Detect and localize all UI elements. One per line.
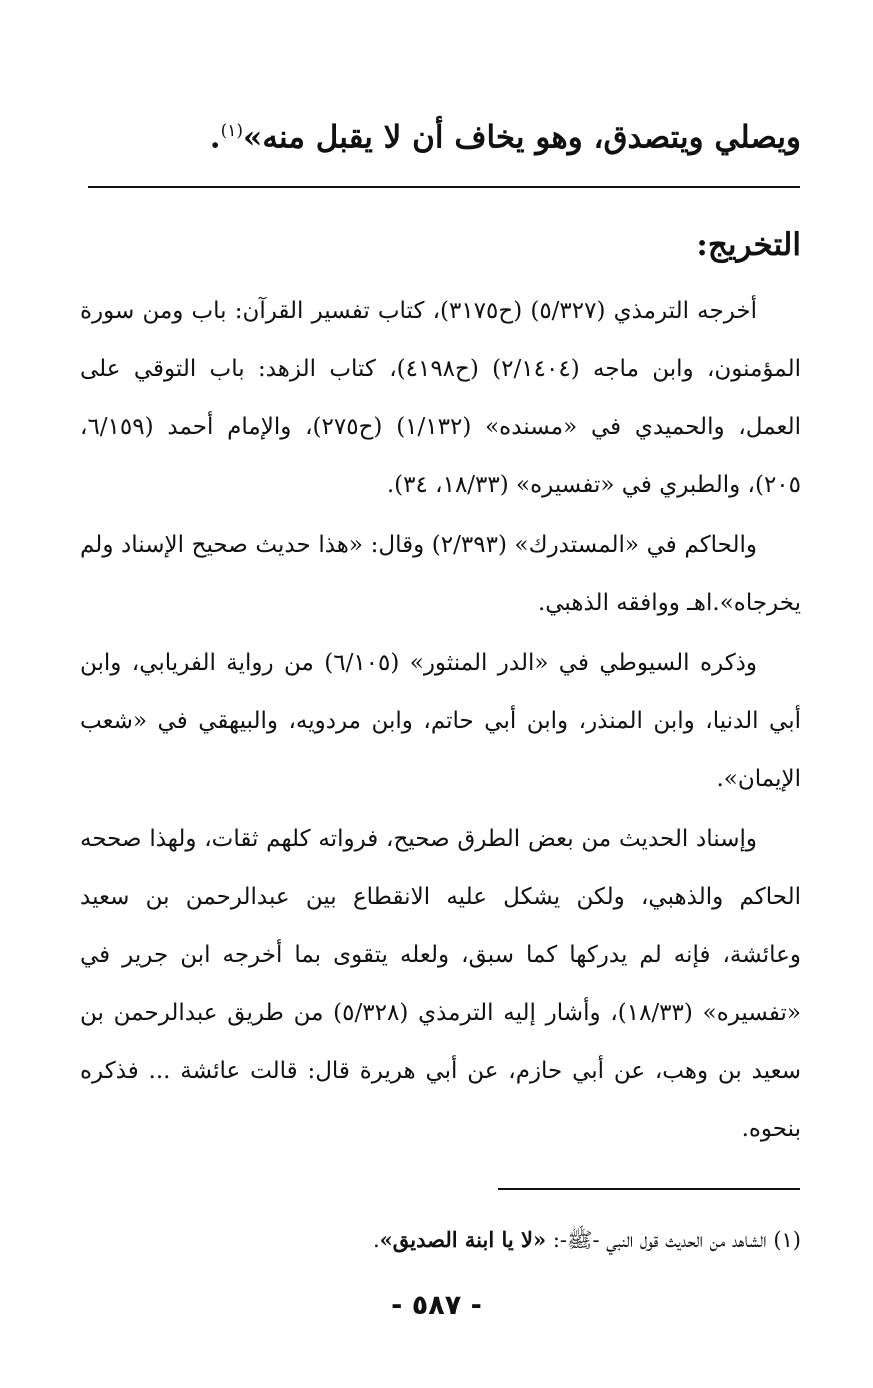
paragraph-hakim: والحاكم في «المستدرك» (٢/٣٩٣) وقال: «هذا حديث صحيح الإسناد ولم يخرجاه».اهـ ووافقه الذهبي. <box>80 532 801 616</box>
paragraph-sources: أخرجه الترمذي (٥/٣٢٧) (ح٣١٧٥)، كتاب تفسير القرآن: باب ومن سورة المؤمنون، وابن ماجه (٢/١٤٠٤) (ح٤١٩٨)، كتاب الزهد: باب التوقي على العمل، والحميدي في «مسنده» (١/١٣٢) (ح٢٧٥)، والإمام أحمد (٦/١٥٩، ٢٠٥)، والطبري في «تفسيره» (١٨/٣٣، ٣٤). <box>80 298 801 498</box>
takhrij-body <box>80 282 801 1158</box>
hadith-text-end: ويصلي ويتصدق، وهو يخاف أن لا يقبل منه» <box>243 119 801 156</box>
page-number: - ٥٨٧ - <box>391 1290 482 1321</box>
footnote-text: الشاهد من الحديث قول النبي -ﷺ-: <box>546 1228 767 1252</box>
footnote-end: . <box>372 1228 380 1252</box>
footnote-number: (١) <box>773 1228 801 1252</box>
footnote <box>80 1222 801 1258</box>
continued-hadith-line <box>80 108 801 160</box>
top-separator-rule <box>88 186 800 188</box>
line-end-period: . <box>209 119 221 156</box>
footnote-separator-rule <box>498 1188 800 1190</box>
paragraph-suyuti: وذكره السيوطي في «الدر المنثور» (٦/١٠٥) من رواية الفريابي، وابن أبي الدنيا، وابن المنذر، وابن أبي حاتم، وابن مردويه، والبيهقي في «شعب الإيمان». <box>80 650 801 792</box>
footnote-reference[interactable]: (١) <box>220 121 243 141</box>
section-heading: التخريج: <box>696 227 801 263</box>
paragraph-isnad: وإسناد الحديث من بعض الطرق صحيح، فرواته كلهم ثقات، ولهذا صححه الحاكم والذهبي، ولكن يشكل عليه الانقطاع بين عبدالرحمن بن سعيد وعائشة، فإنه لم يدركها كما سبق، ولعله يتقوى بما أخرجه ابن جرير في «تفسيره» (١٨/٣٣)، وأشار إليه الترمذي (٥/٣٢٨) من طريق عبدالرحمن بن سعيد بن وهب، عن أبي حازم، عن أبي هريرة قال: قالت عائشة ... فذكره بنحوه. <box>80 826 801 1142</box>
footnote-quote: «لا يا ابنة الصديق» <box>379 1227 547 1252</box>
